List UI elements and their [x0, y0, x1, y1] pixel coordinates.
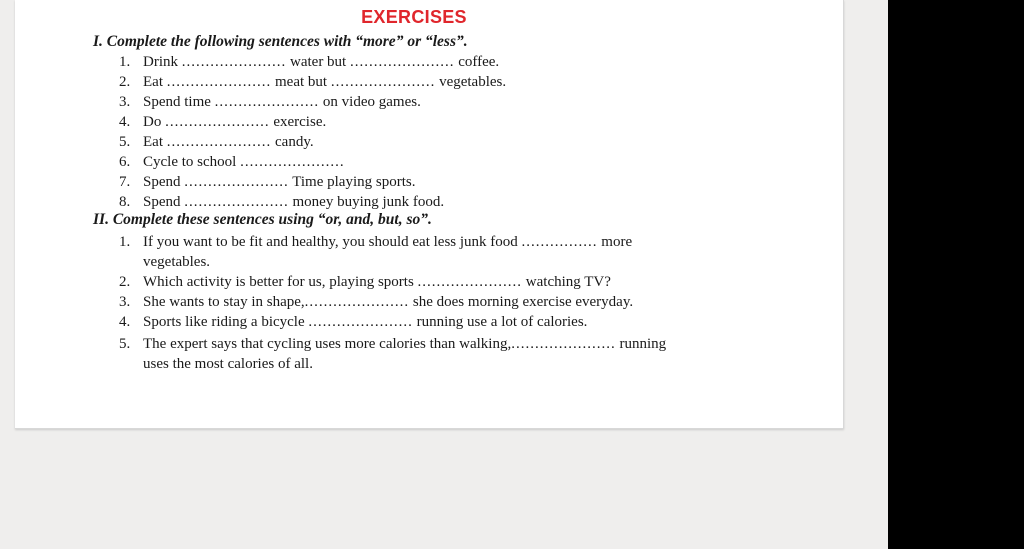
list-item: 7. Spend ...................... Time playing sports. — [119, 174, 416, 190]
list-item: 5. The expert says that cycling uses more calories than walking,...................... running — [119, 336, 667, 352]
answer-blank[interactable]: ...................... — [166, 134, 272, 150]
right-black-bar — [888, 0, 1024, 549]
page-title: EXERCISES — [361, 7, 467, 27]
answer-blank[interactable]: ...................... — [165, 114, 270, 130]
list-item-continuation: vegetables. — [143, 254, 211, 270]
list-item: 1. Drink ...................... water but ...................... coffee. — [119, 54, 500, 70]
answer-blank[interactable]: ...................... — [304, 294, 410, 310]
section-2-heading: II. Complete these sentences using “or, and, but, so”. — [93, 211, 432, 228]
list-item: 8. Spend ...................... money buying junk food. — [119, 194, 445, 210]
answer-blank[interactable]: ...................... — [214, 94, 320, 110]
answer-blank[interactable]: ...................... — [308, 314, 413, 330]
answer-blank[interactable]: ...................... — [330, 74, 436, 90]
answer-blank[interactable]: ...................... — [417, 274, 523, 290]
answer-blank[interactable]: ...................... — [181, 54, 287, 70]
worksheet-page — [15, 0, 844, 429]
list-item: 3. Spend time ...................... on video games. — [119, 94, 421, 110]
list-item: 4. Sports like riding a bicycle ...................... running use a lot of calories. — [119, 314, 588, 330]
answer-blank[interactable]: ...................... — [511, 336, 616, 352]
answer-blank[interactable]: ...................... — [349, 54, 455, 70]
answer-blank[interactable]: ...................... — [240, 154, 345, 170]
list-item: 2. Eat ...................... meat but ...................... vegetables. — [119, 74, 507, 90]
answer-blank[interactable]: ...................... — [184, 194, 289, 210]
answer-blank[interactable]: ...................... — [166, 74, 272, 90]
list-item-continuation: uses the most calories of all. — [143, 356, 313, 372]
list-item: 1. If you want to be fit and healthy, you should eat less junk food ................ more — [119, 234, 633, 250]
section-1-heading: I. Complete the following sentences with “more” or “less”. — [93, 33, 468, 50]
answer-blank[interactable]: ...................... — [184, 174, 289, 190]
answer-blank[interactable]: ................ — [521, 234, 598, 250]
list-item: 5. Eat ...................... candy. — [119, 134, 314, 150]
list-item: 3. She wants to stay in shape,...................... she does morning exercise everyday. — [119, 294, 634, 310]
list-item: 4. Do ...................... exercise. — [119, 114, 327, 130]
list-item: 2. Which activity is better for us, playing sports ...................... watching TV? — [119, 274, 611, 290]
list-item: 6. Cycle to school ...................... — [119, 154, 345, 170]
